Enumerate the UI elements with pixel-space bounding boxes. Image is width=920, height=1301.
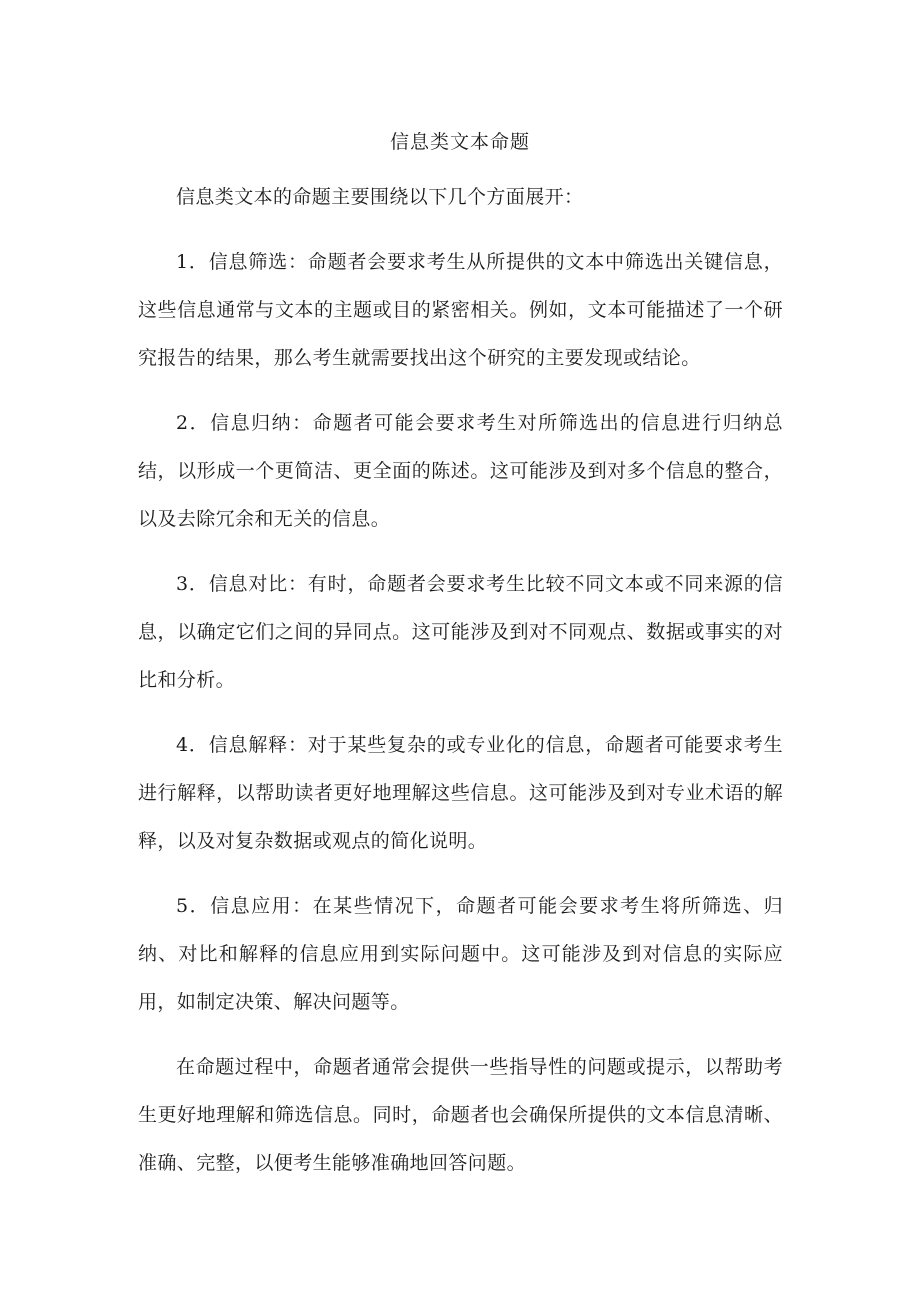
intro-paragraph: 信息类文本的命题主要围绕以下几个方面展开： — [176, 186, 584, 208]
paragraph-information-application: 5．信息应用：在某些情况下，命题者可能会要求考生将所筛选、归纳、对比和解释的信息应用到实际问题中。这可能涉及到对信息的实际应用，如制定决策、解决问题等。 — [138, 895, 783, 1013]
closing-paragraph: 在命题过程中，命题者通常会提供一些指导性的问题或提示，以帮助考生更好地理解和筛选信息。同时，命题者也会确保所提供的文本信息清晰、准确、完整，以便考生能够准确地回答问题。 — [138, 1056, 783, 1174]
paragraph-information-comparison: 3．信息对比：有时，命题者会要求考生比较不同文本或不同来源的信息，以确定它们之间的异同点。这可能涉及到对不同观点、数据或事实的对比和分析。 — [138, 573, 783, 691]
paragraph-information-induction: 2．信息归纳：命题者可能会要求考生对所筛选出的信息进行归纳总结，以形成一个更简洁、更全面的陈述。这可能涉及到对多个信息的整合，以及去除冗余和无关的信息。 — [138, 412, 783, 530]
paragraph-information-explanation: 4．信息解释：对于某些复杂的或专业化的信息，命题者可能要求考生进行解释，以帮助读者更好地理解这些信息。这可能涉及到对专业术语的解释，以及对复杂数据或观点的简化说明。 — [138, 734, 783, 852]
document-body — [138, 173, 783, 1187]
paragraph-information-screening: 1．信息筛选：命题者会要求考生从所提供的文本中筛选出关键信息，这些信息通常与文本的主题或目的紧密相关。例如，文本可能描述了一个研究报告的结果，那么考生就需要找出这个研究的主要发现或结论。 — [138, 251, 783, 369]
document-title: 信息类文本命题 — [389, 131, 530, 153]
